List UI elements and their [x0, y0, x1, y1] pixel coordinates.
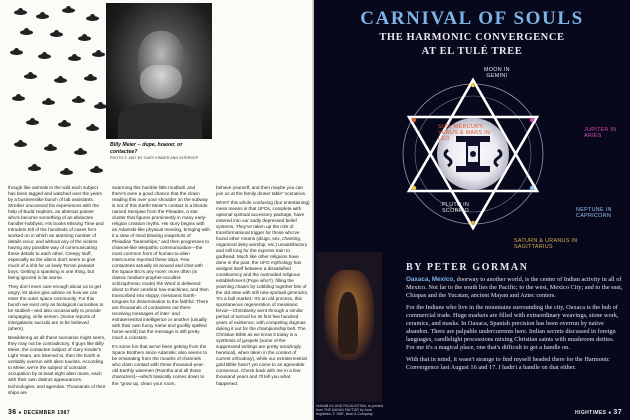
paragraph: WHAT this whole confusing (but entertaining) mess means is that UFOs, complete with optional spiritual accessory package, have entered into our sadly depressed belief systems. They've taken up the role of transformational trigger for those who've found other means (drugs, sex, chanting, organized deity worship, etc.) unsatisfactory and still long for the express train to godhead. Much like other religions have done in the past, the UFO mythology has wedged itself between a dissatisfied constituency and the outmoded religious establishment (Pope who?), filling the yearning chasm by cobbling together bits of the old stew with still new spiritual gimmicks. 'It's a bull market.' It's an old process, this spontaneous regeneration of messianic fervor—Christianity went through a similar period of turmoil for its first few hundred years of existence, with competing dogmas duking it out for the championship belt. The Christian Bible as we know it today is a synthesis of gospels (some of the suppressed writings are pretty amazingly heretical), when taken in the context of current orthodoxy), while our extraterrestrial gold Bible hasn't yet come to an agreeable consensus. Check back with me in a few thousand years and I'll tell you what happened.	[216, 200, 310, 386]
article-column-2	[112, 185, 210, 390]
astro-label-sun: SUN, MERCURY, VENUS & MARS IN LEO	[438, 124, 491, 143]
paragraph: Oaxaca, Mexico, doorway to another world, is the center of Indian activity in all of Mexico. Not far to the south lies the Pacific; to the west, Mexico City; and to the east, Chiapas and the Yucatan, ancient Mayan and Aztec centers.	[406, 276, 623, 300]
article-subtitle-line-2: AT EL TULÉ TREE	[421, 46, 523, 57]
right-page	[314, 0, 630, 420]
inset-caption: HUNAB KU AND PACALVOTAN, re-printed from THE MAYAN FACTOR by José Argüelles. © 1987, Bear & Company.	[316, 404, 383, 417]
astro-label-saturn: SATURN & URANUS IN SAGITTARIUS	[514, 238, 578, 251]
photo-caption	[106, 140, 212, 162]
paragraph: Bewildering as all these scenarios might seem, they may not be contradictory. If guys like Billy Meier, the contactee subject of Gary Kinder's Light Years, are listened to, then the Earth is veritably overrun with alien tourists. According to Meier, we're the subject of constant occupation by at least eight alien races, each with their own distinct appearances, technologies, and agendas. Thousands of their ships are	[8, 335, 106, 395]
paragraph: though like animals in the wild each subject has been tagged and watched over the years by a businesslike bunch of lab assistants. Streiber uncovered his experiences with the help of Budd Hopkins, an abstract painter who's become something of an abductee handler-hobbyist. His books Missing Time and Intruders tell of the hundreds of cases he's worked on in which an alarming number of details recur, and without any of the victims having any possible way of communicating these details to each other. Creepy stuff, especially as the aliens don't seem to give much of a shit for us lowly Terran peasant boys. Getting a spanking is one thing, but being ignored is far worse.	[8, 185, 104, 281]
paragraph: swarming this humble little mudball, and there's even a good chance that the clown reading this over your shoulder on the subway is not of this Earth! Meier's contact is a blonde named Semjase from the Pleiades, a star cluster that figures prominently in many early-religion creation myths. His story begins with an Adamski-like physical meeting, bringing with it a slew of mind blowing snapshots of Pleiadian "beamships," and then progresses to channel-like telepathic communication—the most common form of human-to-alien intercourse reported these days. Few contactees actually sit around and chat with the Space Bro's any more; more often (in classic medium-prophet-occultist-schizophrenic mode) the Word is delivered direct to their cerebral hav-machines, and then transcribed into sloppy, messianic Earth-tongues for dissemination to the faithful. There are thousands of contactees out there receiving messages of inter- and extraterrestrial intelligence or another (usually with their own funny name and goofily spelled home world) but the message is still pretty much a constant.	[112, 185, 210, 341]
inset-photo	[316, 252, 382, 402]
left-folio: 36 ● DECEMBER 1987	[8, 409, 70, 416]
paragraph: With that in mind, it wasn't strange to find myself headed there for the Harmonic Convergence last August 16 and 17. I hadn't a handle on that either.	[406, 355, 610, 371]
astro-label-jupiter: JUPITER IN ARIES	[584, 127, 617, 140]
page-number: 37	[613, 409, 622, 416]
magazine-name: HIGHTIMES	[575, 410, 607, 416]
paragraph: behave yourself, and then maybe you can join us at the family dinner table" scenarios.	[216, 185, 307, 197]
article-column-1	[8, 185, 106, 399]
paragraph: They don't even care enough about us to get angry; let alone give advice on how we can enter the outer space community. For this bunch we exist only as biological curiosities to be studied—and also occasionally to provide rampaging, virile semen. (Some reports of intergalactic succubi are to be believed (ahem).	[8, 284, 104, 332]
page-number: 36	[8, 409, 17, 416]
ufo-illustration	[6, 4, 106, 184]
astro-label-pluto: PLUTO IN SCORPIO	[442, 202, 470, 215]
article-body	[406, 276, 624, 375]
article-column-3	[216, 185, 310, 390]
paragraph: For the Indians who live in the mountains surrounding the city, Oaxaca is the hub of commercial trade. Huge markets are filled with extraordinary weavings, stone work, ceramics, and masks. In Oaxaca, Spanish precision has been overrun by native abandon. There are palpable undercurrents here. Indian secrets discussed in foreign languages, candlelight processions mixing Christian saints with mushroom deities. For me it's a magical place, one that's difficult to get a handle on.	[406, 303, 619, 352]
paragraph: It's some fun that we've been getting from the Space Brothers since Adamski: also seems to be emanating from the mouths of channels who claim contact with these thousand-year-old Earthly wisemen (Ramtha and all those characters)—which basically comes down to the "grow up, clean your room,	[112, 344, 208, 386]
issue-date: DECEMBER 1987	[23, 410, 70, 416]
left-page	[0, 0, 314, 420]
article-title: CARNIVAL OF SOULS	[360, 8, 584, 29]
billy-meier-photo	[106, 3, 212, 139]
author-byline: BY PETER GORMAN	[406, 262, 529, 273]
right-folio: HIGHTIMES ● 37	[575, 409, 622, 416]
photo-credit: PHOTO © 1987 BY GARY KINDER AND INTERCEP	[110, 156, 199, 160]
astro-label-neptune: NEPTUNE IN CAPRICORN	[576, 207, 612, 220]
hunab-ku-mandala	[398, 74, 548, 232]
article-subtitle-line-1: THE HARMONIC CONVERGENCE	[379, 32, 565, 43]
astro-label-moon: MOON IN GEMINI	[484, 67, 510, 80]
caption-text: Billy Meier -- dupe, hoaxer, or contactee?	[110, 142, 183, 155]
